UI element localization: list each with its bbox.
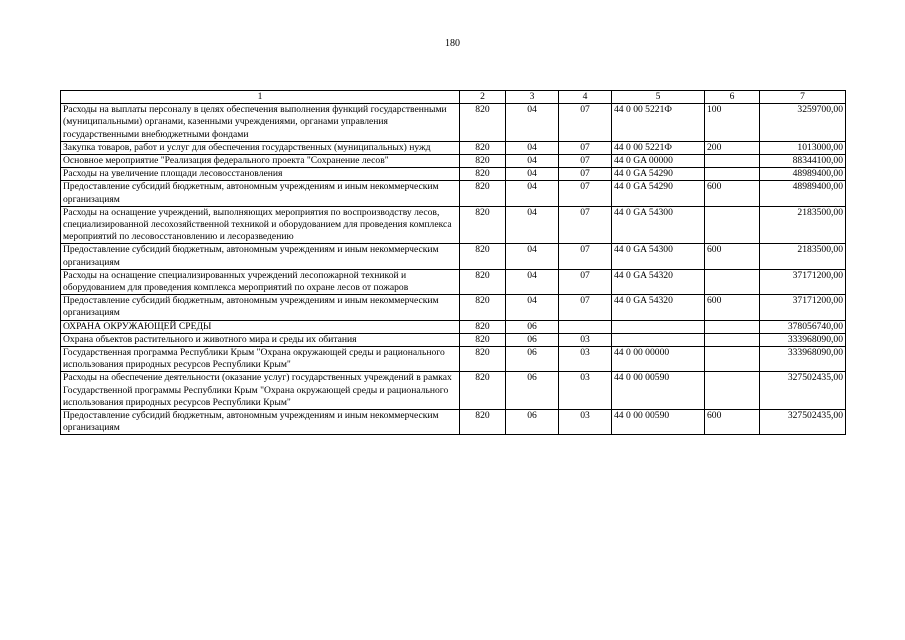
expense-name-cell: Основное мероприятие "Реализация федерального проекта "Сохранение лесов" bbox=[61, 155, 460, 168]
section-code-cell: 06 bbox=[506, 333, 559, 346]
section-code-cell: 06 bbox=[506, 410, 559, 435]
section-code-cell: 04 bbox=[506, 269, 559, 294]
section-code-cell: 04 bbox=[506, 244, 559, 269]
column-header: 3 bbox=[506, 91, 559, 104]
amount-cell: 3259700,00 bbox=[760, 104, 846, 142]
section-code-cell: 04 bbox=[506, 181, 559, 206]
table-row bbox=[61, 181, 846, 206]
section-code-cell: 04 bbox=[506, 168, 559, 181]
expense-type-code-cell bbox=[705, 333, 760, 346]
expense-name-cell: Предоставление субсидий бюджетным, автономным учреждениям и иным некоммерческим организациям bbox=[61, 244, 460, 269]
target-article-code-cell: 44 0 GA 54300 bbox=[612, 244, 705, 269]
subsection-code-cell: 03 bbox=[559, 410, 612, 435]
page-number: 180 bbox=[445, 38, 460, 49]
section-code-cell: 04 bbox=[506, 104, 559, 142]
table-row bbox=[61, 141, 846, 154]
expense-name-cell: Предоставление субсидий бюджетным, автономным учреждениям и иным некоммерческим организациям bbox=[61, 410, 460, 435]
table-row bbox=[61, 347, 846, 372]
target-article-code-cell: 44 0 GA 00000 bbox=[612, 155, 705, 168]
table-row bbox=[61, 333, 846, 346]
expense-type-code-cell: 600 bbox=[705, 410, 760, 435]
subsection-code-cell bbox=[559, 320, 612, 333]
budget-table bbox=[60, 90, 846, 435]
subsection-code-cell: 07 bbox=[559, 181, 612, 206]
amount-cell: 37171200,00 bbox=[760, 295, 846, 320]
admin-code-cell: 820 bbox=[460, 155, 506, 168]
admin-code-cell: 820 bbox=[460, 372, 506, 410]
target-article-code-cell: 44 0 00 00590 bbox=[612, 410, 705, 435]
table-row bbox=[61, 244, 846, 269]
section-code-cell: 06 bbox=[506, 372, 559, 410]
expense-name-cell: Расходы на обеспечение деятельности (оказание услуг) государственных учреждений в рамках Государственной программы Республики Крым "Охрана окружающей среды и рационального использования природных ресурсов Республики Крым" bbox=[61, 372, 460, 410]
subsection-code-cell: 07 bbox=[559, 104, 612, 142]
target-article-code-cell: 44 0 GA 54320 bbox=[612, 269, 705, 294]
expense-type-code-cell bbox=[705, 372, 760, 410]
table-row bbox=[61, 410, 846, 435]
expense-type-code-cell bbox=[705, 320, 760, 333]
section-code-cell: 04 bbox=[506, 295, 559, 320]
target-article-code-cell: 44 0 GA 54290 bbox=[612, 181, 705, 206]
subsection-code-cell: 07 bbox=[559, 269, 612, 294]
expense-name-cell: Расходы на увеличение площади лесовосстановления bbox=[61, 168, 460, 181]
target-article-code-cell bbox=[612, 320, 705, 333]
header-row bbox=[61, 91, 846, 104]
column-header: 1 bbox=[61, 91, 460, 104]
expense-name-cell: Закупка товаров, работ и услуг для обеспечения государственных (муниципальных) нужд bbox=[61, 141, 460, 154]
expense-type-code-cell: 100 bbox=[705, 104, 760, 142]
admin-code-cell: 820 bbox=[460, 347, 506, 372]
admin-code-cell: 820 bbox=[460, 295, 506, 320]
expense-type-code-cell: 600 bbox=[705, 295, 760, 320]
target-article-code-cell: 44 0 GA 54320 bbox=[612, 295, 705, 320]
expense-name-cell: Предоставление субсидий бюджетным, автономным учреждениям и иным некоммерческим организациям bbox=[61, 181, 460, 206]
subsection-code-cell: 07 bbox=[559, 168, 612, 181]
admin-code-cell: 820 bbox=[460, 181, 506, 206]
table-row bbox=[61, 206, 846, 244]
section-code-cell: 06 bbox=[506, 347, 559, 372]
subsection-code-cell: 07 bbox=[559, 206, 612, 244]
table-row bbox=[61, 320, 846, 333]
expense-type-code-cell: 600 bbox=[705, 244, 760, 269]
amount-cell: 327502435,00 bbox=[760, 372, 846, 410]
section-code-cell: 04 bbox=[506, 155, 559, 168]
table-row bbox=[61, 168, 846, 181]
admin-code-cell: 820 bbox=[460, 141, 506, 154]
amount-cell: 378056740,00 bbox=[760, 320, 846, 333]
expense-name-cell: Расходы на оснащение специализированных учреждений лесопожарной техникой и оборудованием для проведения комплекса мероприятий по охране лесов от пожаров bbox=[61, 269, 460, 294]
subsection-code-cell: 03 bbox=[559, 372, 612, 410]
target-article-code-cell: 44 0 00 5221Ф bbox=[612, 104, 705, 142]
target-article-code-cell: 44 0 00 00000 bbox=[612, 347, 705, 372]
amount-cell: 48989400,00 bbox=[760, 181, 846, 206]
table-row bbox=[61, 372, 846, 410]
expense-name-cell: Расходы на выплаты персоналу в целях обеспечения выполнения функций государственными (муниципальными) органами, казенными учреждениями, органами управления государственными внебюджетными фондами bbox=[61, 104, 460, 142]
expense-name-cell: Расходы на оснащение учреждений, выполняющих мероприятия по воспроизводству лесов, специализированной лесохозяйственной техникой и оборудованием для проведения комплекса мероприятий по лесовосстановлению и лесоразведению bbox=[61, 206, 460, 244]
subsection-code-cell: 07 bbox=[559, 295, 612, 320]
column-header: 7 bbox=[760, 91, 846, 104]
expense-name-cell: Охрана объектов растительного и животного мира и среды их обитания bbox=[61, 333, 460, 346]
target-article-code-cell: 44 0 00 00590 bbox=[612, 372, 705, 410]
column-header: 2 bbox=[460, 91, 506, 104]
amount-cell: 2183500,00 bbox=[760, 206, 846, 244]
table-row bbox=[61, 269, 846, 294]
target-article-code-cell: 44 0 GA 54300 bbox=[612, 206, 705, 244]
expense-type-code-cell bbox=[705, 206, 760, 244]
expense-type-code-cell: 200 bbox=[705, 141, 760, 154]
column-header: 4 bbox=[559, 91, 612, 104]
amount-cell: 48989400,00 bbox=[760, 168, 846, 181]
admin-code-cell: 820 bbox=[460, 320, 506, 333]
expense-type-code-cell bbox=[705, 269, 760, 294]
admin-code-cell: 820 bbox=[460, 104, 506, 142]
admin-code-cell: 820 bbox=[460, 269, 506, 294]
target-article-code-cell: 44 0 GA 54290 bbox=[612, 168, 705, 181]
column-header: 5 bbox=[612, 91, 705, 104]
section-code-cell: 04 bbox=[506, 141, 559, 154]
admin-code-cell: 820 bbox=[460, 410, 506, 435]
section-code-cell: 04 bbox=[506, 206, 559, 244]
expense-type-code-cell bbox=[705, 168, 760, 181]
amount-cell: 2183500,00 bbox=[760, 244, 846, 269]
section-code-cell: 06 bbox=[506, 320, 559, 333]
target-article-code-cell: 44 0 00 5221Ф bbox=[612, 141, 705, 154]
table-row bbox=[61, 104, 846, 142]
admin-code-cell: 820 bbox=[460, 244, 506, 269]
expense-type-code-cell bbox=[705, 347, 760, 372]
column-header: 6 bbox=[705, 91, 760, 104]
expense-type-code-cell bbox=[705, 155, 760, 168]
subsection-code-cell: 03 bbox=[559, 333, 612, 346]
admin-code-cell: 820 bbox=[460, 206, 506, 244]
amount-cell: 88344100,00 bbox=[760, 155, 846, 168]
admin-code-cell: 820 bbox=[460, 333, 506, 346]
expense-name-cell: ОХРАНА ОКРУЖАЮЩЕЙ СРЕДЫ bbox=[61, 320, 460, 333]
subsection-code-cell: 07 bbox=[559, 244, 612, 269]
subsection-code-cell: 03 bbox=[559, 347, 612, 372]
amount-cell: 333968090,00 bbox=[760, 333, 846, 346]
amount-cell: 37171200,00 bbox=[760, 269, 846, 294]
expense-name-cell: Государственная программа Республики Крым "Охрана окружающей среды и рационального использования природных ресурсов Республики Крым" bbox=[61, 347, 460, 372]
amount-cell: 333968090,00 bbox=[760, 347, 846, 372]
expense-name-cell: Предоставление субсидий бюджетным, автономным учреждениям и иным некоммерческим организациям bbox=[61, 295, 460, 320]
amount-cell: 327502435,00 bbox=[760, 410, 846, 435]
expense-type-code-cell: 600 bbox=[705, 181, 760, 206]
table-row bbox=[61, 295, 846, 320]
subsection-code-cell: 07 bbox=[559, 141, 612, 154]
admin-code-cell: 820 bbox=[460, 168, 506, 181]
subsection-code-cell: 07 bbox=[559, 155, 612, 168]
amount-cell: 1013000,00 bbox=[760, 141, 846, 154]
target-article-code-cell bbox=[612, 333, 705, 346]
table-row bbox=[61, 155, 846, 168]
